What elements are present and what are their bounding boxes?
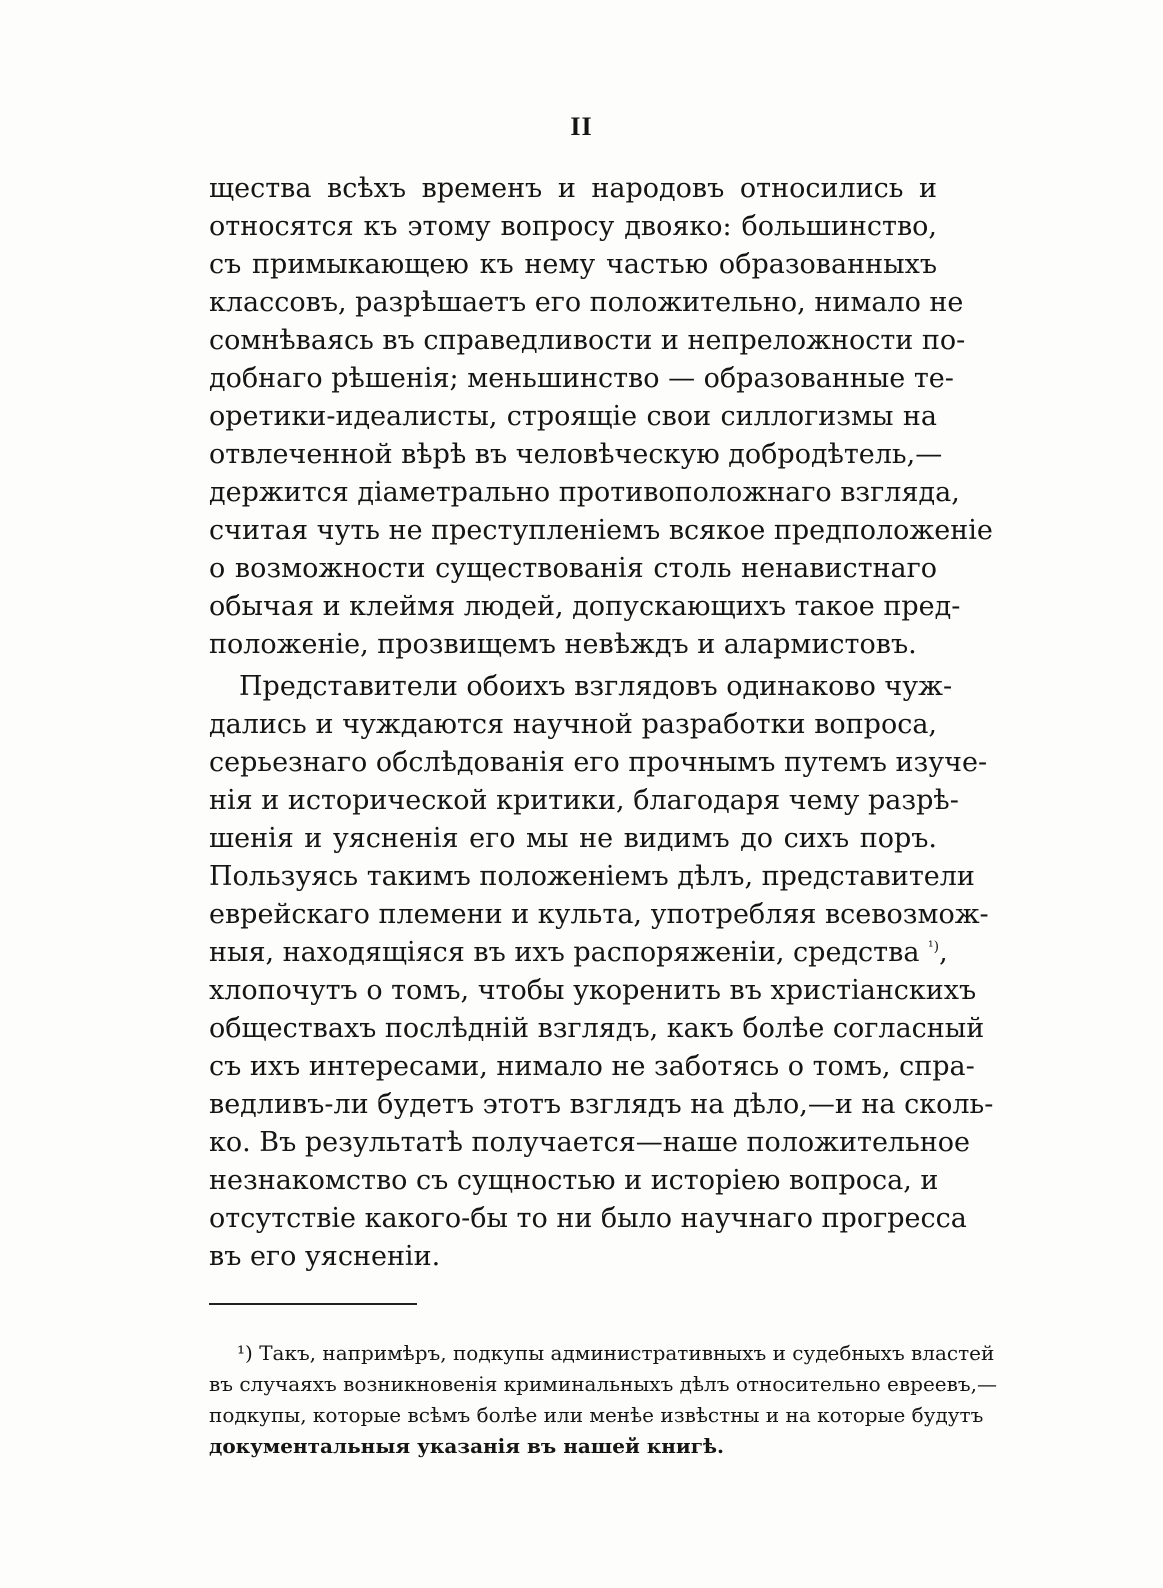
text-line: относятся къ этому вопросу двояко: большинство, xyxy=(209,211,937,242)
text-line: отвлеченной вѣрѣ въ человѣческую добродѣтель,— xyxy=(209,439,943,470)
text-line: въ его уясненіи. xyxy=(209,1241,441,1272)
footnote-marker: ¹) xyxy=(237,1341,253,1365)
page-number: II xyxy=(570,112,593,141)
text-line-content: ныя, находящіяся въ ихъ распоряженіи, средства xyxy=(209,937,920,968)
footnote-line xyxy=(209,1338,995,1369)
text-line: обычая и клеймя людей, допускающихъ такое пред- xyxy=(209,591,961,622)
text-line: дались и чуждаются научной разработки вопроса, xyxy=(209,709,937,740)
text-line: положеніе, прозвищемъ невѣждъ и алармистовъ. xyxy=(209,629,917,660)
text-line: съ ихъ интересами, нимало не заботясь о томъ, спра- xyxy=(209,1051,975,1082)
text-line: щества всѣхъ временъ и народовъ относились и xyxy=(209,173,937,204)
footnote-text: Такъ, напримѣръ, подкупы административныхъ и судебныхъ властей xyxy=(259,1341,995,1365)
text-line: добнаго рѣшенія; меньшинство — образованные те- xyxy=(209,363,954,394)
text-line: незнакомство съ сущностью и исторіею вопроса, и xyxy=(209,1165,939,1196)
text-line: обществахъ послѣдній взглядъ, какъ болѣе согласный xyxy=(209,1013,985,1044)
text-line: держится діаметрально противоположнаго взгляда, xyxy=(209,477,960,508)
footnote-line: документальныя указанія въ нашей книгѣ. xyxy=(209,1434,725,1458)
text-line: оретики-идеалисты, строящіе свои силлогизмы на xyxy=(209,401,937,432)
footnote-line: въ случаяхъ возникновенія криминальныхъ дѣлъ относительно евреевъ,— xyxy=(209,1372,997,1396)
text-line: Представители обоихъ взглядовъ одинаково чуж- xyxy=(239,671,953,702)
footnote xyxy=(209,1338,997,1462)
footnote-line: подкупы, которые всѣмъ болѣе или менѣе извѣстны и на которые будутъ xyxy=(209,1403,984,1427)
text-line: ко. Въ результатѣ получается—наше положительное xyxy=(209,1127,971,1158)
text-line: ведливъ-ли будетъ этотъ взглядъ на дѣло,—и на сколь- xyxy=(209,1089,994,1120)
text-line: о возможности существованія столь ненавистнаго xyxy=(209,553,937,584)
text-line: классовъ, разрѣшаетъ его положительно, нимало не xyxy=(209,287,964,318)
text-line: отсутствіе какого-бы то ни было научнаго прогресса xyxy=(209,1203,967,1234)
body-text xyxy=(209,170,994,1276)
footnote-reference: ¹) xyxy=(928,939,940,955)
text-line: сомнѣваясь въ справедливости и непреложности по- xyxy=(209,325,966,356)
text-line: шенія и уясненія его мы не видимъ до сихъ поръ. xyxy=(209,823,937,854)
text-line-with-footnote-ref: ныя, находящіяся въ ихъ распоряженіи, средства $^{^1)}$, xyxy=(209,937,948,968)
text-line: хлопочутъ о томъ, чтобы укоренить въ христіанскихъ xyxy=(209,975,977,1006)
text-line: еврейскаго племени и культа, употребляя всевозмож- xyxy=(209,899,989,930)
text-line: съ примыкающею къ нему частью образованныхъ xyxy=(209,249,937,280)
text-line: считая чуть не преступленіемъ всякое предположеніе xyxy=(209,515,993,546)
text-line: Пользуясь такимъ положеніемъ дѣлъ, представители xyxy=(209,861,975,892)
text-line: серьезнаго обслѣдованія его прочнымъ путемъ изуче- xyxy=(209,747,988,778)
footnote-divider xyxy=(209,1303,417,1305)
text-line: нія и исторической критики, благодаря чему разрѣ- xyxy=(209,785,959,816)
